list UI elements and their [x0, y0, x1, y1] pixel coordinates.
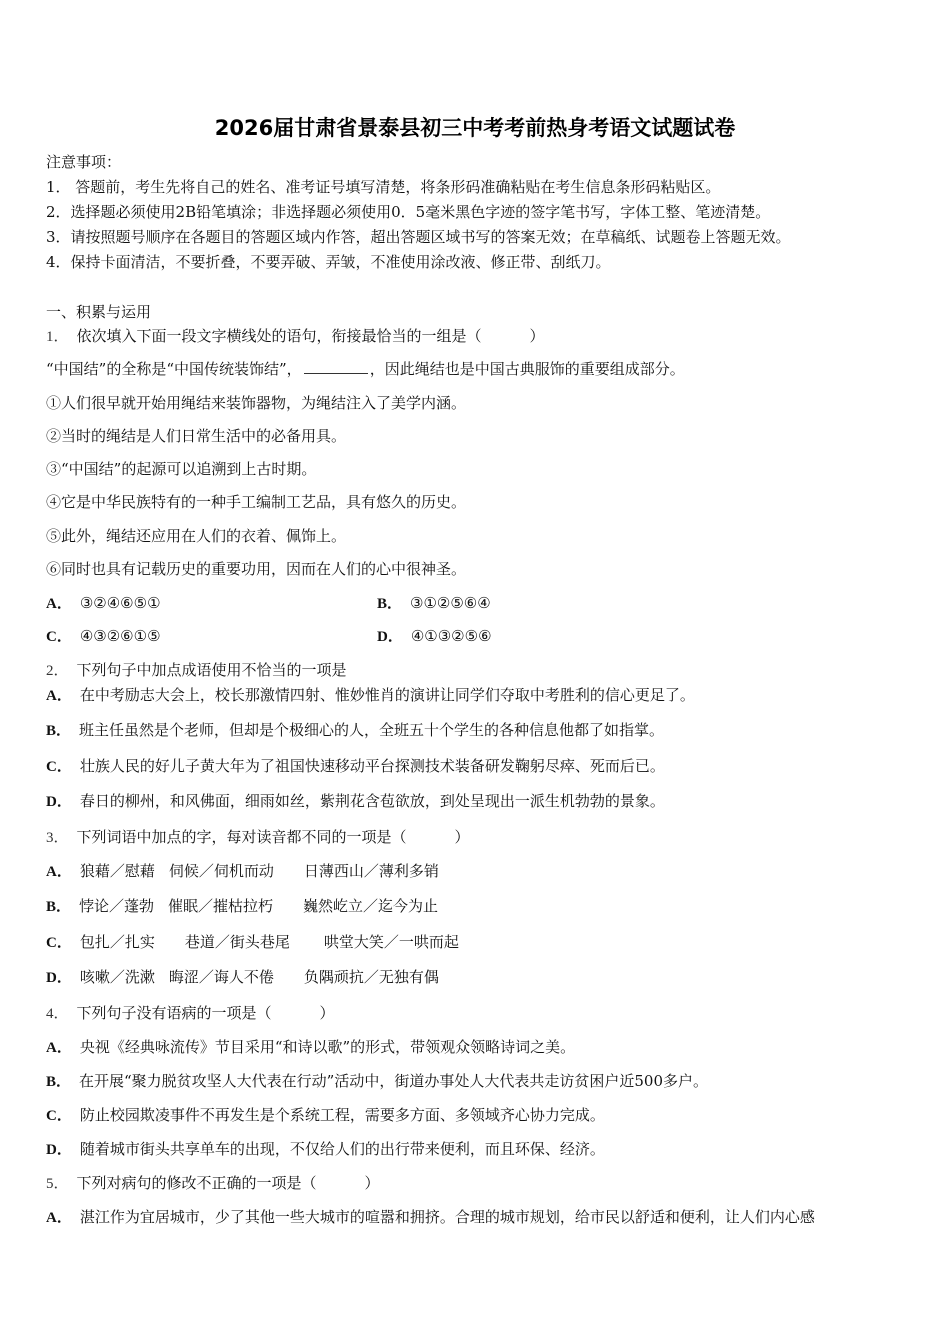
option-d[interactable]	[377, 626, 492, 647]
question-number: 2．	[46, 663, 69, 679]
fill-blank-line	[304, 359, 368, 374]
option-b[interactable]	[46, 896, 438, 917]
question-text: 下列句子没有语病的一项是（	[76, 1004, 272, 1022]
document-title: 2026届甘肃省景泰县初三中考考前热身考语文试题试卷	[214, 116, 736, 140]
option-label: C．	[46, 1108, 72, 1124]
option-a[interactable]	[46, 685, 695, 706]
notice-item: 2．选择题必须使用2B铅笔填涂；非选择题必须使用0．5毫米黑色字迹的签字笔书写，字体工整、笔迹清楚。	[46, 203, 771, 221]
sentence-item: ①人们很早就开始用绳结来装饰器物，为绳结注入了美学内涵。	[46, 394, 467, 412]
option-text: ④①③②⑤⑥	[410, 627, 492, 645]
option-a[interactable]	[46, 1207, 815, 1228]
option-a[interactable]	[46, 1037, 575, 1058]
option-text: ③①②⑤⑥④	[410, 594, 491, 612]
option-label: C．	[46, 759, 72, 775]
option-c[interactable]	[46, 932, 459, 953]
question-text-end: ）	[319, 1004, 335, 1022]
word-pair: 哄堂大笑／一哄而起	[323, 933, 459, 951]
option-text: 在开展“聚力脱贫攻坚人大代表在行动”活动中，街道办事处人大代表共走访贫困户近500多户。	[79, 1072, 708, 1090]
sentence-item: ⑤此外，绳结还应用在人们的衣着、佩饰上。	[46, 527, 347, 545]
question-number: 1．	[46, 329, 69, 345]
option-text: ④③②⑥①⑤	[79, 627, 161, 645]
notice-heading: 注意事项：	[46, 153, 122, 171]
option-text: ③②④⑥⑤①	[79, 594, 161, 612]
notice-item: 4．保持卡面清洁，不要折叠，不要弄破、弄皱，不准使用涂改液、修正带、刮纸刀。	[46, 253, 611, 271]
question-number: 3．	[46, 830, 69, 846]
passage-text: “中国结”的全称是“中国传统装饰结”，	[46, 360, 302, 378]
word-pair: 咳嗽／洗漱	[79, 968, 155, 986]
option-label: D．	[46, 970, 72, 986]
option-label: B．	[46, 899, 72, 915]
word-pair: 负隅顽抗／无独有偶	[303, 968, 439, 986]
word-pair: 巍然屹立／迄今为止	[303, 897, 439, 915]
option-label: C．	[46, 935, 72, 951]
option-text: 湛江作为宜居城市，少了其他一些大城市的喧嚣和拥挤。合理的城市规划，给市民以舒适和便利，让人们内心感	[79, 1208, 815, 1226]
option-d[interactable]	[46, 967, 439, 988]
option-text: 防止校园欺凌事件不再发生是个系统工程，需要多方面、多领域齐心协力完成。	[79, 1106, 605, 1124]
passage-text: ，因此绳结也是中国古典服饰的重要组成部分。	[369, 360, 685, 378]
option-text: 随着城市街头共享单车的出现，不仅给人们的出行带来便利，而且环保、经济。	[79, 1140, 605, 1158]
sentence-item: ②当时的绳结是人们日常生活中的必备用具。	[46, 427, 347, 445]
question-2-stem	[46, 660, 347, 681]
option-c[interactable]	[46, 626, 161, 647]
section-heading: 一、积累与运用	[46, 303, 152, 321]
question-text-end: ）	[364, 1174, 380, 1192]
option-text: 春日的柳州，和风佛面，细雨如丝，紫荆花含苞欲放，到处呈现出一派生机勃勃的景象。	[79, 792, 665, 810]
option-label: A．	[46, 688, 72, 704]
option-b[interactable]	[46, 720, 664, 741]
question-5-stem	[46, 1173, 380, 1194]
option-label: A．	[46, 1040, 72, 1056]
sentence-item: ⑥同时也具有记载历史的重要功用，因而在人们的心中很神圣。	[46, 560, 467, 578]
option-label: B．	[46, 1074, 72, 1090]
question-3-stem	[46, 827, 470, 848]
option-label: A．	[46, 1210, 72, 1226]
option-label: B．	[46, 723, 72, 739]
sentence-item: ④它是中华民族特有的一种手工编制工艺品，具有悠久的历史。	[46, 493, 467, 511]
option-label: D．	[377, 629, 403, 645]
question-text: 下列词语中加点的字，每对读音都不同的一项是（	[76, 828, 407, 846]
question-number: 4．	[46, 1006, 69, 1022]
option-b[interactable]	[377, 593, 491, 614]
option-label: C．	[46, 629, 72, 645]
option-c[interactable]	[46, 756, 665, 777]
question-number: 5．	[46, 1176, 69, 1192]
word-pair: 悖论／蓬勃	[79, 897, 155, 915]
option-label: D．	[46, 1142, 72, 1158]
option-b[interactable]	[46, 1071, 708, 1092]
notice-item: 3．请按照题号顺序在各题目的答题区域内作答，超出答题区域书写的答案无效；在草稿纸、试题卷上答题无效。	[46, 228, 791, 246]
notice-item: 1． 答题前，考生先将自己的姓名、准考证号填写清楚，将条形码准确粘贴在考生信息条形码粘贴区。	[46, 178, 721, 196]
option-d[interactable]	[46, 1139, 605, 1160]
word-pair: 伺候／伺机而动	[168, 862, 274, 880]
word-pair: 巷道／街头巷尾	[184, 933, 290, 951]
option-a[interactable]	[46, 861, 439, 882]
word-pair: 催眠／摧枯拉朽	[168, 897, 274, 915]
sentence-item: ③“中国结”的起源可以追溯到上古时期。	[46, 460, 317, 478]
question-text-end: ）	[454, 828, 470, 846]
option-label: D．	[46, 794, 72, 810]
question-1-passage	[46, 359, 685, 379]
option-text: 央视《经典咏流传》节目采用“和诗以歌”的形式，带领观众领略诗词之美。	[79, 1038, 576, 1056]
option-text: 班主任虽然是个老师，但却是个极细心的人，全班五十个学生的各种信息他都了如指掌。	[79, 721, 665, 739]
option-text: 在中考励志大会上，校长那激情四射、惟妙惟肖的演讲让同学们夺取中考胜利的信心更足了。	[79, 686, 695, 704]
question-text: 下列对病句的修改不正确的一项是（	[76, 1174, 317, 1192]
question-text: 依次填入下面一段文字横线处的语句，衔接最恰当的一组是（	[76, 327, 482, 345]
option-label: A．	[46, 596, 72, 612]
option-d[interactable]	[46, 791, 665, 812]
option-text: 壮族人民的好儿子黄大年为了祖国快速移动平台探测技术装备研发鞠躬尽瘁、死而后已。	[79, 757, 665, 775]
word-pair: 日薄西山／薄利多销	[303, 862, 439, 880]
word-pair: 晦涩／诲人不倦	[168, 968, 274, 986]
option-label: A．	[46, 864, 72, 880]
word-pair: 包扎／扎实	[79, 933, 155, 951]
option-c[interactable]	[46, 1105, 605, 1126]
word-pair: 狼藉／慰藉	[79, 862, 155, 880]
option-label: B．	[377, 596, 403, 612]
question-text: 下列句子中加点成语使用不恰当的一项是	[76, 661, 347, 679]
question-text-end: ）	[529, 327, 545, 345]
question-1-stem	[46, 326, 545, 347]
question-4-stem	[46, 1003, 335, 1024]
option-a[interactable]	[46, 593, 161, 614]
